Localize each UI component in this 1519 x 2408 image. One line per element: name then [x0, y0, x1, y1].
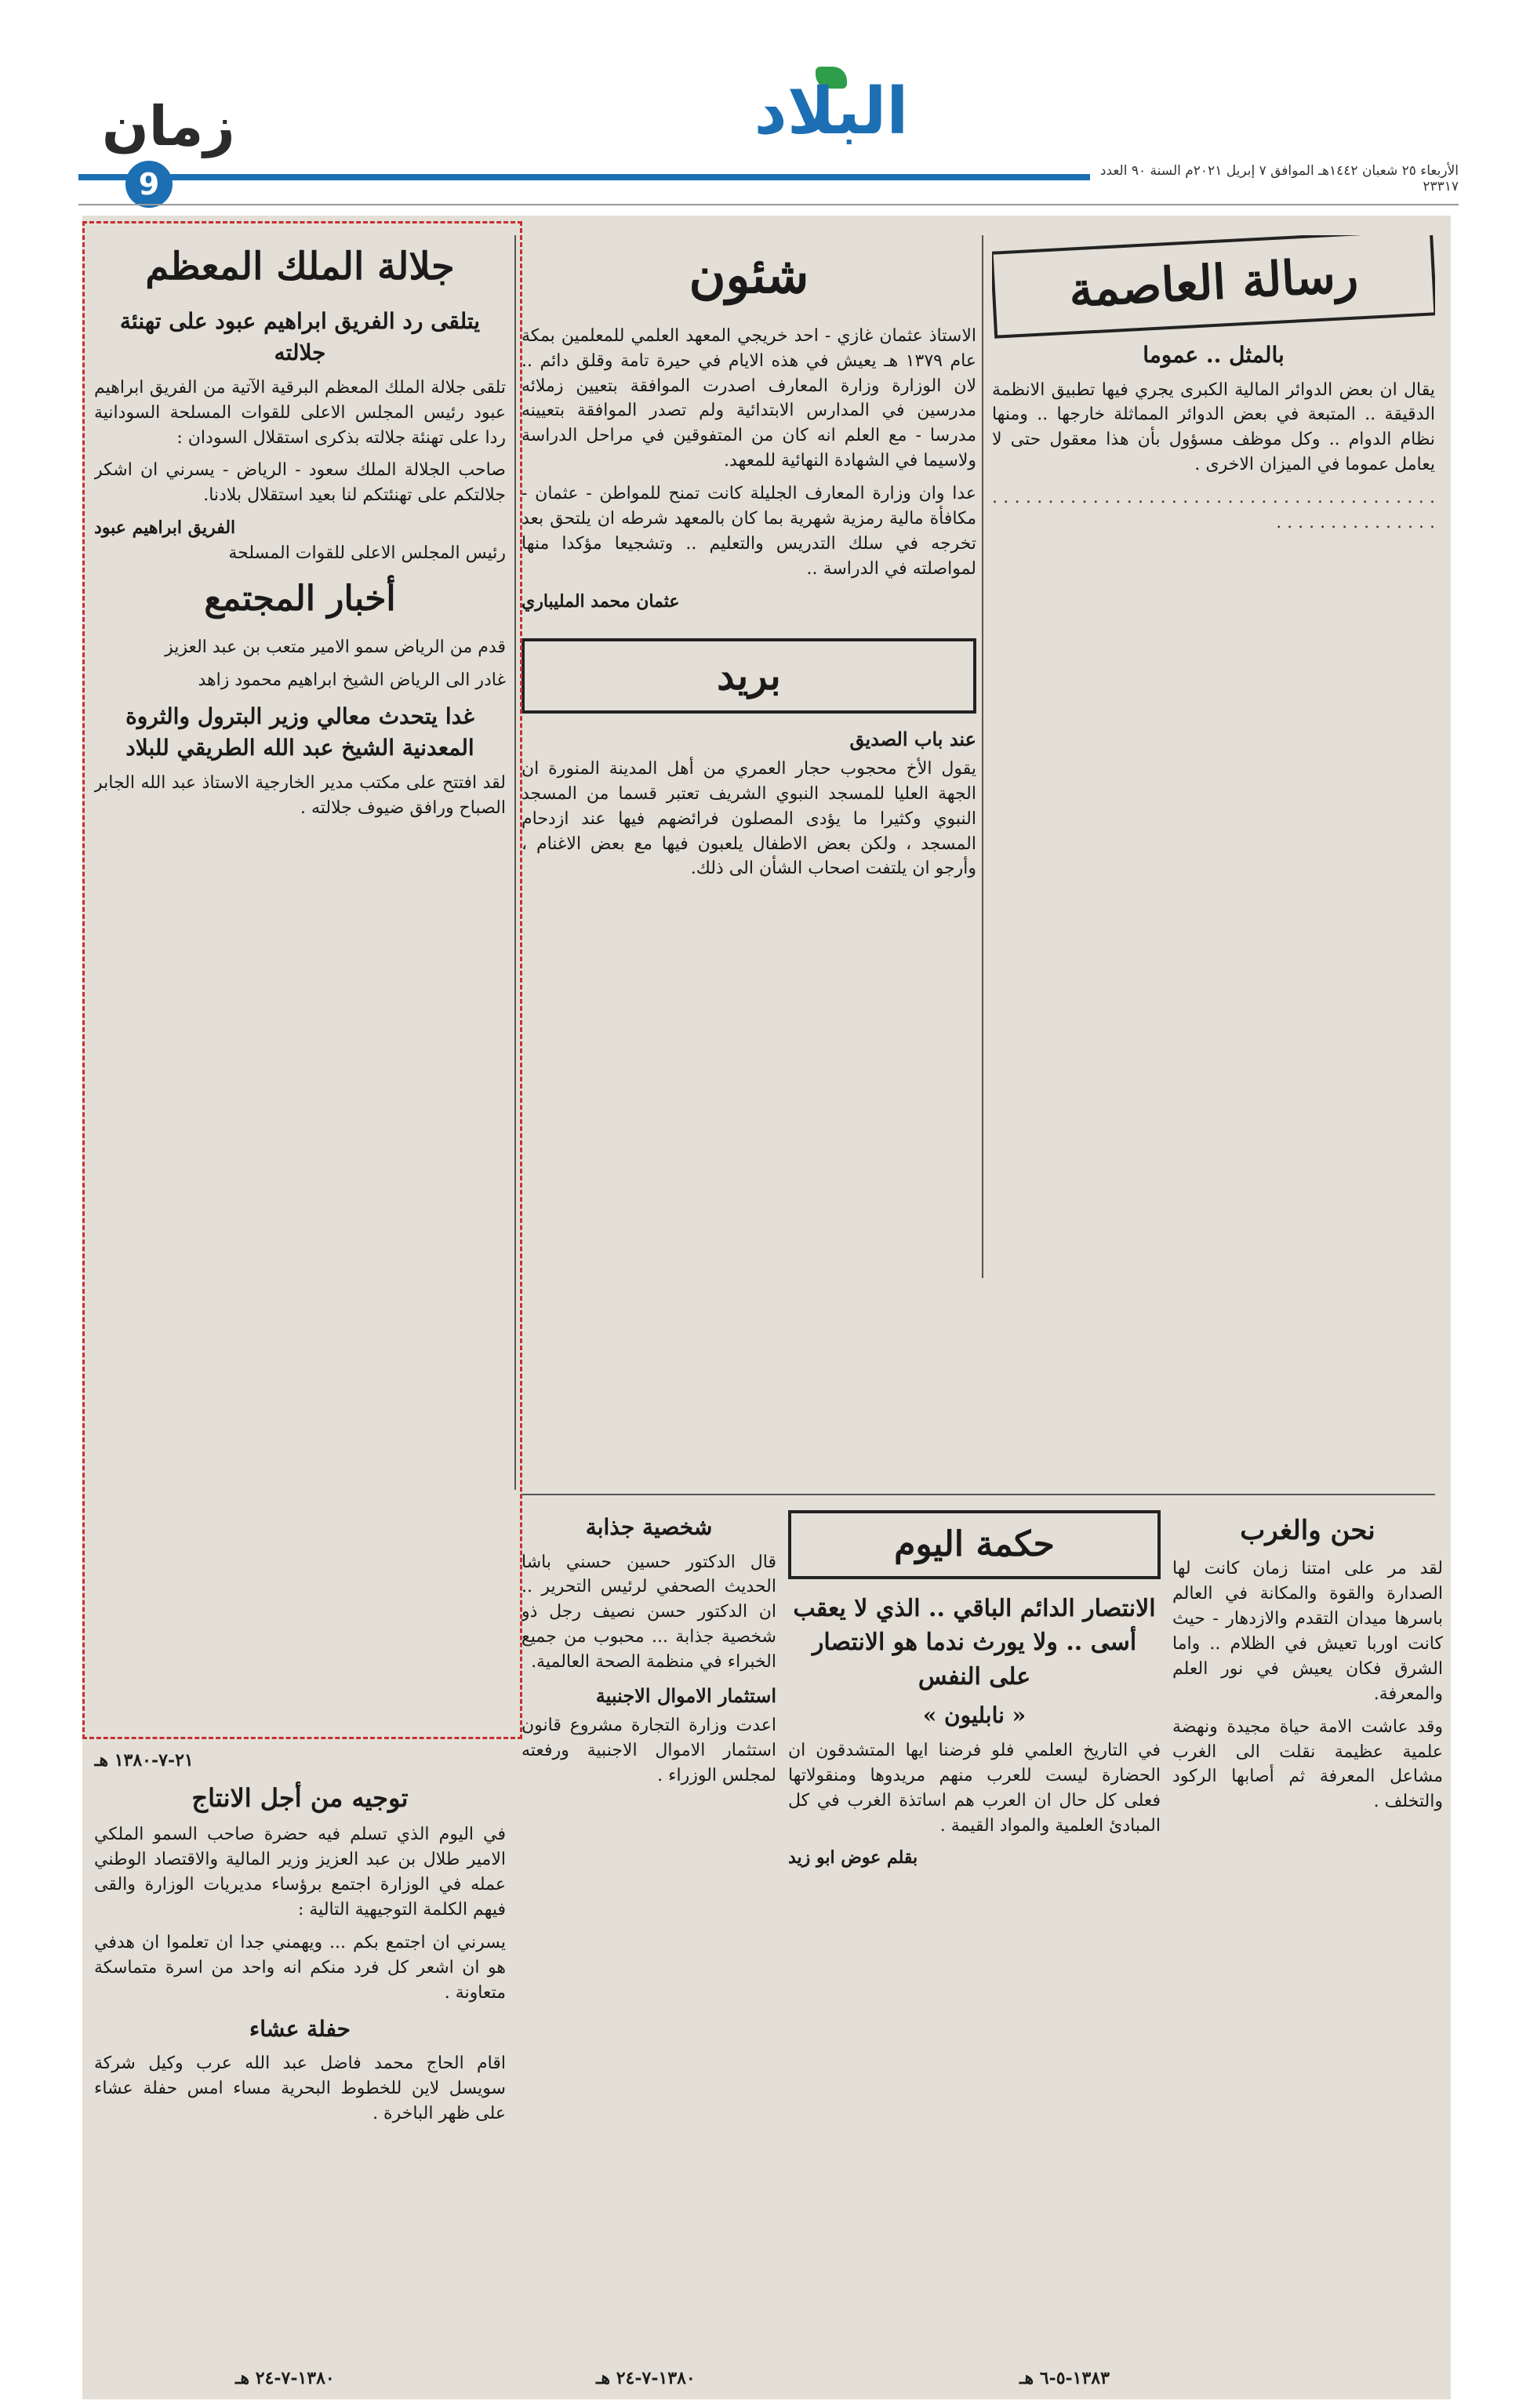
article-paragraph: قال الدكتور حسين حسني باشا الحديث الصحفي لرئيس التحرير .. ان الدكتور حسن نصيف رجل ذو شخصية جذابة ... محبوب من جميع الخبراء في منظمة الصحة العالمية.	[521, 1552, 776, 1673]
article-risalat-alasima	[992, 235, 1435, 1278]
section-title: زمان	[102, 94, 235, 158]
article-shakhsiya-jadhiba	[521, 1505, 776, 2384]
header-divider	[78, 204, 1459, 205]
article-title: شئون	[689, 246, 809, 305]
minister-headline: غدا يتحدث معالي وزير البترول والثروة المعدنية الشيخ عبد الله الطريقي للبلاد	[125, 703, 474, 761]
column-divider	[514, 235, 516, 1490]
article-body-filler: . . . . . . . . . . . . . . . . . . . . . . . . . . . . . . . . . . . . . . . . . . . . . . . . . . . . . . .	[992, 488, 1435, 533]
article-paragraph: تلقى جلالة الملك المعظم البرقية الآتية من الفريق ابراهيم عبود رئيس المجلس الاعلى للقوات المسلحة السودانية ردا على تهنئة جلالته بذكرى استقلال السودان :	[94, 377, 506, 448]
article-paragraph: اقام الحاج محمد فاضل عبد الله عرب وكيل شركة سويسل لاين للخطوط البحرية مساء امس حفلة عشاء على ظهر الباخرة .	[94, 2054, 506, 2123]
akhbar-item: غادر الى الرياض الشيخ ابراهيم محمود زاهد	[198, 670, 506, 690]
article-subtitle: استثمار الاموال الاجنبية	[595, 1684, 776, 1708]
article-lead: بالمثل .. عموما	[1143, 342, 1285, 368]
article-signature: بقلم عوض ابو زيد	[788, 1847, 918, 1869]
article-paragraph: وقد عاشت الامة حياة مجيدة ونهضة علمية عظيمة نقلت الى الغرب مشاعل المعرفة ثم أصابها الركود والتخلف .	[1172, 1716, 1443, 1812]
article-signature: عثمان محمد المليباري	[521, 590, 680, 612]
article-signature: الفريق ابراهيم عبود	[94, 518, 236, 539]
article-title: رسالة العاصمة	[992, 235, 1435, 339]
article-shuun	[521, 235, 976, 1490]
date-strip: ١٣٨٠-٧-٢٤ هـ	[235, 2368, 335, 2388]
article-paragraph: لقد افتتح على مكتب مدير الخارجية الاستاذ عبد الله الجابر الصباح ورافق ضيوف جلالته .	[94, 772, 506, 818]
article-paragraph: صاحب الجلالة الملك سعود - الرياض - يسرني ان اشكر جلالتكم على تهنئتكم لنا بعيد استقلال بلادنا.	[94, 460, 506, 506]
quote-author: « نابليون »	[922, 1702, 1027, 1729]
quote-text: الانتصار الدائم الباقي .. الذي لا يعقب أسى .. ولا يورث ندما هو الانتصار على النفس	[793, 1594, 1156, 1691]
article-paragraph: في اليوم الذي تسلم فيه حضرة صاحب السمو الملكي الامير طلال بن عبد العزيز وزير المالية والاقتصاد الوطني عمله في الوزارة اجتمع برؤساء مديريات الوزارة والقى فيهم الكلمة التوجيهية التالية :	[94, 1825, 506, 1919]
barid-title: بريد	[521, 638, 976, 714]
article-paragraph: لقد مر على امتنا زمان كانت لها الصدارة والقوة والمكانة في العالم باسرها ميدان التقدم والازدهار - حيث كانت اوربا تعيش في الظلام .. واما الشرق فكان يعيش في نور العلم والمعرفة.	[1172, 1559, 1443, 1704]
article-paragraph: الاستاذ عثمان غازي - احد خريجي المعهد العلمي للمعلمين بمكة عام ١٣٧٩ هـ يعيش في هذه الايام في حيرة تامة وقلق دائم .. لان الوزارة وزارة المعارف اصدرت الموافقة بتعيين زملائه مدرسين في المدارس الابتدائية ولم تصدر الموافقة بتعيينه مدرسا - مع العلم انه كان من المتفوقين في مراحل الدراسة ولاسيما في الشهادة النهائية للمعهد.	[521, 325, 976, 471]
article-paragraph: في التاريخ العلمي فلو فرضنا ايها المتشدقون ان الحضارة ليست للعرب منهم مريدوها ومنقولاتها فعلى كل حال ان العرب هم اساتذة الغرب في كل المبادئ العلمية والمواد القيمة .	[788, 1740, 1161, 1836]
barid-paragraph: يقول الأخ محجوب حجار العمري من أهل المدينة المنورة ان الجهة العليا للمسجد النبوي الشريف تعتبر قسما من المسجد النبوي وكثيرا ما يؤدى المصلون فرائضهم فيها عند ازدحام المسجد ، ولكن بعض الاطفال يلعبون فيها مع بعض الاغنام ، وأرجو ان يلتفت اصحاب الشأن الى ذلك.	[521, 758, 976, 879]
date-strip: ١٣٨٣-٥-٦ هـ	[1019, 2368, 1110, 2388]
date-strip: ٢١-٧-١٣٨٠ هـ	[94, 1750, 194, 1771]
logo-text: البلاد	[754, 74, 909, 149]
article-tawjih	[94, 1749, 506, 2384]
article-paragraph: يقال ان بعض الدوائر المالية الكبرى يجري فيها تطبيق الانظمة الدقيقة .. المتبعة في بعض الدوائر المماثلة خارجها .. ومنها نظام الدوام .. وكل موظف مسؤول بأن هذا معقول حتى لا يعامل عموما في الميزان الاخرى .	[992, 380, 1435, 475]
article-title: شخصية جذابة	[585, 1514, 713, 1540]
date-strip: ١٣٨٠-٧-٢٤ هـ	[596, 2368, 696, 2388]
hafla-title: حفلة عشاء	[249, 2015, 351, 2042]
page-number-badge: 9	[125, 161, 173, 208]
akhbar-title: أخبار المجتمع	[204, 579, 396, 619]
section-divider	[521, 1494, 1435, 1495]
article-king	[94, 235, 506, 1725]
page-header	[0, 0, 1519, 212]
article-paragraph: يسرني ان اجتمع بكم ... ويهمني جدا ان تعلموا ان هدفي هو ان اشعر كل فرد منكم انه واحد من اسرة متماسكة متعاونة .	[94, 1932, 506, 2003]
header-rule	[78, 174, 1090, 180]
issue-dateline: الأربعاء ٢٥ شعبان ١٤٤٢هـ الموافق ٧ إبريل ٢٠٢١م السنة ٩٠ العدد ٢٣٣١٧	[1099, 163, 1459, 194]
article-title: حكمة اليوم	[788, 1510, 1161, 1579]
article-lead: يتلقى رد الفريق ابراهيم عبود على تهنئة جلالته	[119, 307, 481, 366]
article-hikmat-alyawm	[788, 1505, 1161, 2384]
article-nahnu-walgharb	[1172, 1505, 1443, 2384]
article-title: جلالة الملك المعظم	[145, 245, 455, 289]
column-divider	[982, 235, 983, 1278]
article-title: توجيه من أجل الانتاج	[191, 1782, 409, 1813]
article-paragraph: رئيس المجلس الاعلى للقوات المسلحة	[228, 543, 506, 564]
newspaper-logo	[737, 74, 925, 169]
article-title: نحن والغرب	[1240, 1515, 1375, 1546]
article-paragraph: عدا وان وزارة المعارف الجليلة كانت تمنح للمواطن - عثمان - مكافأة مالية رمزية شهرية بما كان بالمعهد شرطه ان يلتحق بعد تخرجه في سلك التدريس والتعليم .. وتشجيعا مؤكدا منها لمواصلته في الدراسة ..	[521, 484, 976, 579]
barid-subtitle: عند باب الصديق	[849, 728, 976, 751]
akhbar-item: قدم من الرياض سمو الامير متعب بن عبد العزيز	[165, 637, 506, 657]
article-paragraph: اعدت وزارة التجارة مشروع قانون استثمار الاموال الاجنبية ورفعته لمجلس الوزراء .	[521, 1715, 776, 1785]
